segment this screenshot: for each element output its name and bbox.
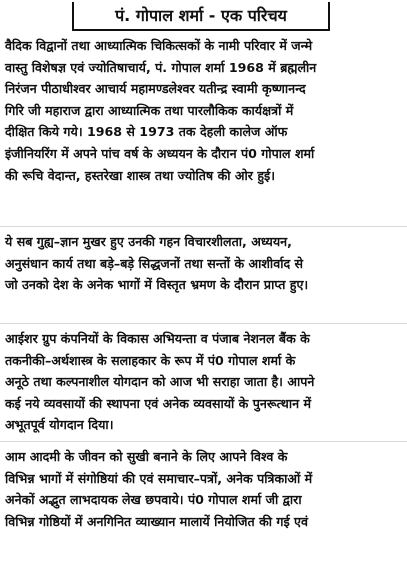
text-line: अनुसंधान कार्य तथा बड़े–बड़े सिद्धजनों तथा सन्तों के आशीर्वाद से — [5, 255, 304, 271]
text-line: ये सब गुह्य–ज्ञान मुखर हुए उनकी गहन विचारशीलता, अध्ययन, — [5, 234, 292, 249]
paragraph-intro — [5, 35, 407, 186]
paragraph-divider — [0, 226, 407, 227]
paragraph-divider — [0, 441, 407, 442]
text-line: इंजीनियरिंग में अपने पांच वर्ष के अध्ययन के दौरान पं0 गोपाल शर्मा — [5, 145, 315, 161]
text-line: विभिन्न गोष्ठियों में अनगिनित व्याख्यान मालायें नियोजित की गई एवं — [5, 513, 309, 529]
text-line: अनेकों अद्भुत लाभदायक लेख छपवाये। पं0 गोपाल शर्मा जी द्वारा — [5, 492, 302, 508]
text-line: दीक्षित किये गये। 1968 से 1973 तक देहली कालेज ऑफ — [5, 124, 288, 140]
text-line: जो उनको देश के अनेक भागों में विस्तृत भ्रमण के दौरान प्राप्त हुए। — [5, 277, 309, 293]
text-line: की रूचि वेदान्त, हस्तरेखा शास्त्र तथा ज्योतिष की ओर हुई। — [5, 167, 275, 183]
paragraph-public-work — [5, 446, 407, 532]
paragraph-career — [5, 328, 407, 436]
text-line: कई नये व्यवसायों की स्थापना एवं अनेक व्यवसायों के पुनरूत्थान में — [5, 395, 312, 411]
page-title: पं. गोपाल शर्मा - एक परिचय — [72, 2, 330, 31]
text-line: आम आदमी के जीवन को सुखी बनाने के लिए आपने विश्व के — [5, 449, 288, 464]
text-line: विभिन्न भागों में संगोष्ठियां की एवं समाचार–पत्रों, अनेक पत्रिकाओं में — [5, 470, 313, 486]
paragraph-knowledge — [5, 231, 407, 296]
paragraph-divider — [0, 323, 407, 324]
text-line: अभूतपूर्व योगदान दिया। — [5, 417, 114, 433]
text-line: अनूठे तथा कल्पनाशील योगदान को आज भी सराहा जाता है। आपने — [5, 374, 315, 390]
text-line: वैदिक विद्वानों तथा आध्यात्मिक चिकित्सकों के नामी परिवार में जन्मे — [5, 38, 313, 53]
text-line: वास्तु विशेषज्ञ एवं ज्योतिषाचार्य, पं. गोपाल शर्मा 1968 में ब्रह्मलीन — [5, 59, 317, 75]
text-line: आईशर ग्रुप कंपनियों के विकास अभियन्ता व पंजाब नेशनल बैंक के — [5, 331, 310, 346]
text-line: गिरि जी महाराज द्वारा आध्यात्मिक तथा पारलौकिक कार्यक्षत्रों में — [5, 102, 294, 118]
text-line: तकनीकी–अर्थशास्त्र के सलाहकार के रूप में पं0 गोपाल शर्मा के — [5, 352, 296, 368]
text-line: निरंजन पीठाधीश्वर आचार्य महामण्डलेश्वर यतीन्द्र स्वामी कृष्णानन्द — [5, 81, 306, 97]
